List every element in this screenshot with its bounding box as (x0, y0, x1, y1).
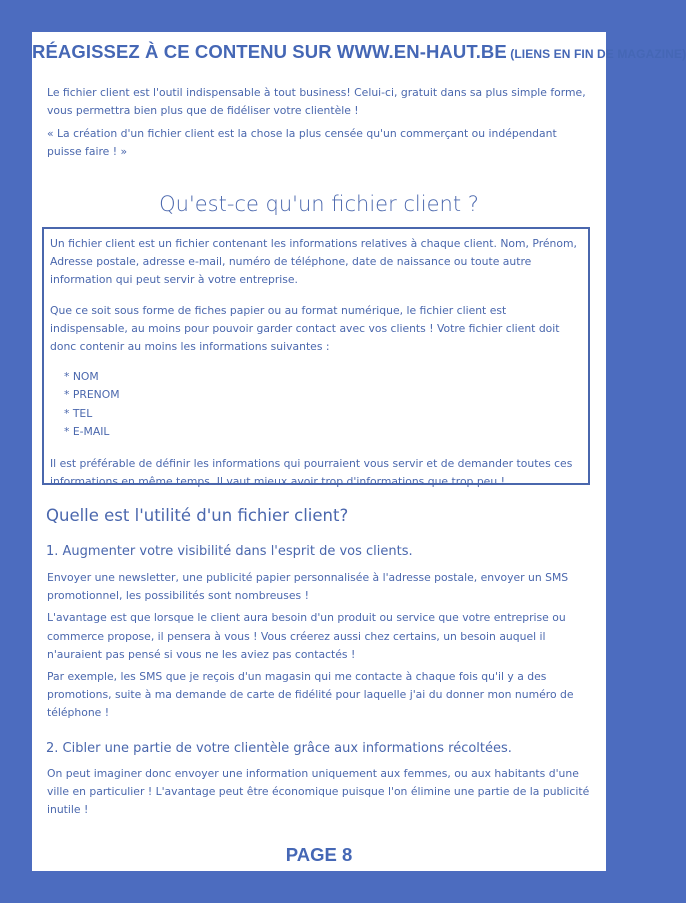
body-paragraph: L'avantage est que lorsque le client aura besoin d'un produit ou service que votre entreprise ou commerce propose, il pensera à vous ! Vous créerez aussi chez certains, un besoin auquel il n'auraient pas pensé si vous ne les aviez pas contactés ! (47, 611, 566, 661)
definition-paragraph: Un fichier client est un fichier contenant les informations relatives à chaque client. Nom, Prénom, Adresse postale, adresse e-mail, numéro de téléphone, date de naissance ou toute autre information qui peut servir à votre entreprise. (50, 237, 577, 287)
definition-paragraph: Il est préférable de définir les informations qui pourraient vous servir et de demander toutes ces informations en même temps. Il vaut mieux avoir trop d'informations que trop peu ! (50, 457, 573, 489)
subsection2-body (47, 765, 592, 824)
definition-box (42, 227, 590, 489)
definition-paragraph: Que ce soit sous forme de fiches papier ou au format numérique, le fichier client est indispensable, au moins pour pouvoir garder contact avec vos clients ! Votre fichier client doit donc contenir au moins les informations suivantes : (50, 303, 560, 354)
body-paragraph: Envoyer une newsletter, une publicité papier personnalisée à l'adresse postale, envoyer un SMS promotionnel, les possibilités sont nombreuses ! (47, 571, 569, 603)
section2-title: Quelle est l'utilité d'un fichier client? (46, 506, 349, 525)
intro-paragraph: Le fichier client est l'outil indispensable à tout business! Celui-ci, gratuit dans sa plus simple forme, vous permettra bien plus que de fidéliser votre clientèle ! (47, 86, 586, 117)
list-item: * TEL (64, 406, 93, 420)
intro-block (47, 84, 587, 166)
subsection1-body (47, 569, 592, 727)
body-paragraph: Par exemple, les SMS que je reçois d'un magasin qui me contacte à chaque fois qu'il y a des promotions, suite à ma demande de carte de fidélité pour laquelle j'ai du donner mon numéro de téléphone ! (47, 670, 574, 720)
banner-small-text: (LIENS EN FIN DE MAGAZINE) (506, 47, 686, 61)
list-item: * E-MAIL (64, 424, 110, 438)
banner-main-text: RÉAGISSEZ À CE CONTENU SUR WWW.EN-HAUT.BE (32, 41, 507, 62)
page-number: PAGE 8 (285, 844, 353, 865)
subsection1-heading: 1. Augmenter votre visibilité dans l'esprit de vos clients. (46, 544, 413, 559)
required-fields-list (50, 368, 584, 441)
magazine-page (32, 32, 686, 871)
header-banner (32, 41, 686, 63)
list-item: * NOM (64, 370, 99, 384)
section1-title: Qu'est-ce qu'un fichier client ? (159, 192, 479, 216)
subsection2-heading: 2. Cibler une partie de votre clientèle grâce aux informations récoltées. (46, 741, 512, 756)
intro-quote: « La création d'un fichier client est la chose la plus censée qu'un commerçant ou indépendant puisse faire ! » (47, 127, 557, 158)
list-item: * PRENOM (64, 388, 120, 402)
body-paragraph: On peut imaginer donc envoyer une information uniquement aux femmes, ou aux habitants d'une ville en particulier ! L'avantage peut être économique puisque l'on élimine une partie de la publicité inutile ! (47, 767, 590, 817)
